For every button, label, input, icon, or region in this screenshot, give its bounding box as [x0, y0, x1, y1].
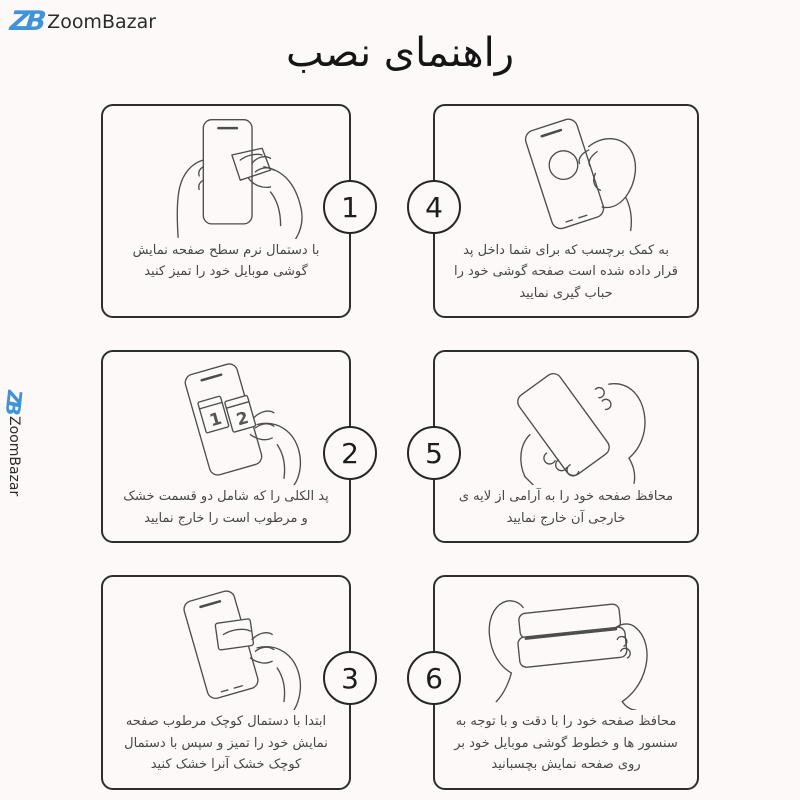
watermark-brand-name: ZoomBazar [6, 415, 22, 496]
protector-outline [514, 371, 612, 479]
packet-1-label: 1 [207, 408, 224, 431]
step-2-card [101, 350, 359, 543]
step-4-caption: به کمک برچسب که برای شما داخل پد قرار داده شده است صفحه گوشی خود را حباب گیری نمایید [453, 243, 679, 301]
step-4-card [425, 104, 699, 318]
brand-name: ZoomBazar [47, 10, 157, 33]
placing-protector-icon [459, 584, 673, 710]
step-5-caption: محافظ صفحه خود را به آرامی از لایه ی خارجی آن خارج نمایید [458, 489, 674, 526]
lower-hand-fingers [544, 453, 555, 464]
step-1-number-badge: 1 [323, 180, 377, 234]
step-4-illustration [441, 112, 691, 240]
packet-2-label: 2 [233, 407, 251, 430]
picking-hand [257, 424, 300, 486]
step-1-card [101, 104, 359, 318]
upper-hand [609, 384, 645, 458]
top-pinch-finger [595, 388, 604, 398]
step-5-illustration [441, 358, 691, 486]
round-sticker [549, 151, 578, 180]
step-3-caption: ابتدا با دستمال کوچک مرطوب صفحه نمایش خود را تمیز و سپس با دستمال کوچک خشک آنرا خشک کنید [124, 714, 328, 773]
step-3-number-badge: 3 [323, 651, 377, 705]
step-6-caption: محافظ صفحه خود را با دقت و با توجه به سنسور ها و خطوط گوشی موبایل خود بر روی صفحه نمایش بچسبانید [454, 714, 678, 773]
step-2-caption: پد الکلی را که شامل دو قسمت خشک و مرطوب است را خارج نمایید [123, 489, 329, 526]
step-3-illustration [109, 583, 343, 711]
step-1-illustration [109, 112, 343, 240]
sticker-bubble-removal-icon [459, 113, 673, 239]
phone-outline [203, 120, 252, 224]
step-1-caption: با دستمال نرم سطح صفحه نمایش گوشی موبایل خود را تمیز کنید [132, 243, 320, 280]
left-hand [503, 601, 523, 608]
wiping-hand [257, 647, 300, 710]
page-title: راهنمای نصب [285, 30, 515, 76]
small-wipe-cleaning-icon [119, 584, 333, 710]
step-6-illustration [441, 583, 691, 711]
step-2-number-badge: 2 [323, 426, 377, 480]
step-6-card [425, 575, 699, 789]
zb-monogram-icon: ZB [8, 6, 44, 37]
alcohol-pad-packets-icon [119, 359, 333, 485]
cleaning-phone-with-cloth-icon [119, 113, 333, 239]
step-5-number-badge: 5 [407, 426, 461, 480]
steps-grid [101, 104, 699, 790]
step-5-card [425, 350, 699, 543]
peeling-layer-icon [459, 359, 673, 485]
step-3-card [101, 575, 359, 789]
lower-hand [521, 435, 530, 477]
step-2-illustration [109, 358, 343, 486]
step-4-number-badge: 4 [407, 180, 461, 234]
side-watermark [0, 390, 28, 496]
step-6-number-badge: 6 [407, 651, 461, 705]
zb-monogram-icon: ZB [0, 390, 28, 412]
small-wipe [215, 619, 254, 651]
